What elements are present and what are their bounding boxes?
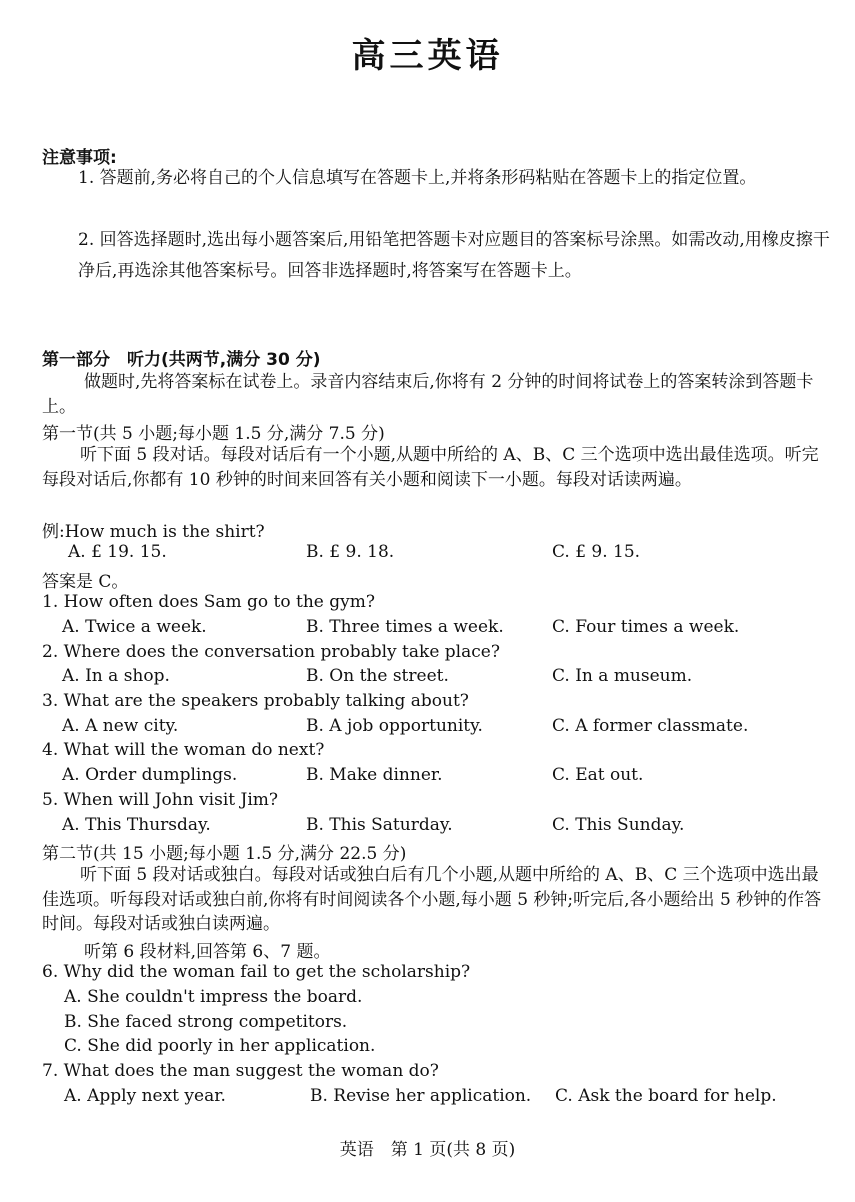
- question-1: 1. How often does Sam go to the gym?: [42, 592, 375, 612]
- notice-heading: 注意事项:: [42, 148, 117, 168]
- q1-option-c: C. Four times a week.: [552, 617, 740, 637]
- q3-option-c: C. A former classmate.: [552, 716, 749, 736]
- q3-option-a: A. A new city.: [62, 716, 179, 736]
- page-title: 高三英语: [351, 36, 504, 76]
- q6-option-b: B. She faced strong competitors.: [64, 1012, 348, 1032]
- example-question: 例:How much is the shirt?: [42, 522, 265, 542]
- part1-heading: 第一部分 听力(共两节,满分 30 分): [42, 350, 321, 370]
- q6-option-c: C. She did poorly in her application.: [64, 1036, 376, 1056]
- q6-option-a: A. She couldn't impress the board.: [64, 987, 363, 1007]
- q7-option-a: A. Apply next year.: [64, 1086, 226, 1106]
- q2-option-c: C. In a museum.: [552, 666, 693, 686]
- section2-intro: 听下面 5 段对话或独白。每段对话或独白后有几个小题,从题中所给的 A、B、C 三个选项中选出最佳选项。听每段对话或独白前,你将有时间阅读各个小题,每小题 5 秒钟;听完后,各小题给出 5 秒钟的作答时间。每段对话或独白读两遍。: [42, 865, 822, 934]
- example-option-b: B. £ 9. 18.: [306, 542, 395, 562]
- section1-intro: 听下面 5 段对话。每段对话后有一个小题,从题中所给的 A、B、C 三个选项中选出最佳选项。听完每段对话后,你都有 10 秒钟的时间来回答有关小题和阅读下一小题。每段对话读两遍。: [42, 445, 819, 490]
- q5-option-b: B. This Saturday.: [306, 815, 453, 835]
- q3-option-b: B. A job opportunity.: [306, 716, 483, 736]
- question-7: 7. What does the man suggest the woman do?: [42, 1061, 439, 1081]
- q7-option-b: B. Revise her application.: [310, 1086, 532, 1106]
- q4-option-a: A. Order dumplings.: [62, 765, 238, 785]
- question-5: 5. When will John visit Jim?: [42, 790, 278, 810]
- notice-item-1: 1. 答题前,务必将自己的个人信息填写在答题卡上,并将条形码粘贴在答题卡上的指定位置。: [78, 168, 757, 188]
- material-6-instruction: 听第 6 段材料,回答第 6、7 题。: [84, 942, 331, 962]
- q2-option-b: B. On the street.: [306, 666, 449, 686]
- section1-heading: 第一节(共 5 小题;每小题 1.5 分,满分 7.5 分): [42, 424, 385, 444]
- question-3: 3. What are the speakers probably talking about?: [42, 691, 469, 711]
- example-option-c: C. £ 9. 15.: [552, 542, 641, 562]
- question-6: 6. Why did the woman fail to get the scholarship?: [42, 962, 471, 982]
- question-4: 4. What will the woman do next?: [42, 740, 325, 760]
- q1-option-a: A. Twice a week.: [62, 617, 207, 637]
- question-2: 2. Where does the conversation probably take place?: [42, 642, 500, 662]
- q4-option-c: C. Eat out.: [552, 765, 644, 785]
- part1-intro: 做题时,先将答案标在试卷上。录音内容结束后,你将有 2 分钟的时间将试卷上的答案转涂到答题卡上。: [42, 372, 814, 417]
- q7-option-c: C. Ask the board for help.: [555, 1086, 777, 1106]
- q2-option-a: A. In a shop.: [62, 666, 170, 686]
- q5-option-c: C. This Sunday.: [552, 815, 685, 835]
- q5-option-a: A. This Thursday.: [62, 815, 211, 835]
- q1-option-b: B. Three times a week.: [306, 617, 504, 637]
- section2-heading: 第二节(共 15 小题;每小题 1.5 分,满分 22.5 分): [42, 844, 407, 864]
- notice-item-2: 2. 回答选择题时,选出每小题答案后,用铅笔把答题卡对应题目的答案标号涂黑。如需改动,用橡皮擦干净后,再选涂其他答案标号。回答非选择题时,将答案写在答题卡上。: [78, 230, 830, 281]
- q4-option-b: B. Make dinner.: [306, 765, 443, 785]
- example-option-a: A. £ 19. 15.: [68, 542, 167, 562]
- page-footer: 英语 第 1 页(共 8 页): [339, 1140, 516, 1160]
- example-answer: 答案是 C。: [42, 572, 129, 592]
